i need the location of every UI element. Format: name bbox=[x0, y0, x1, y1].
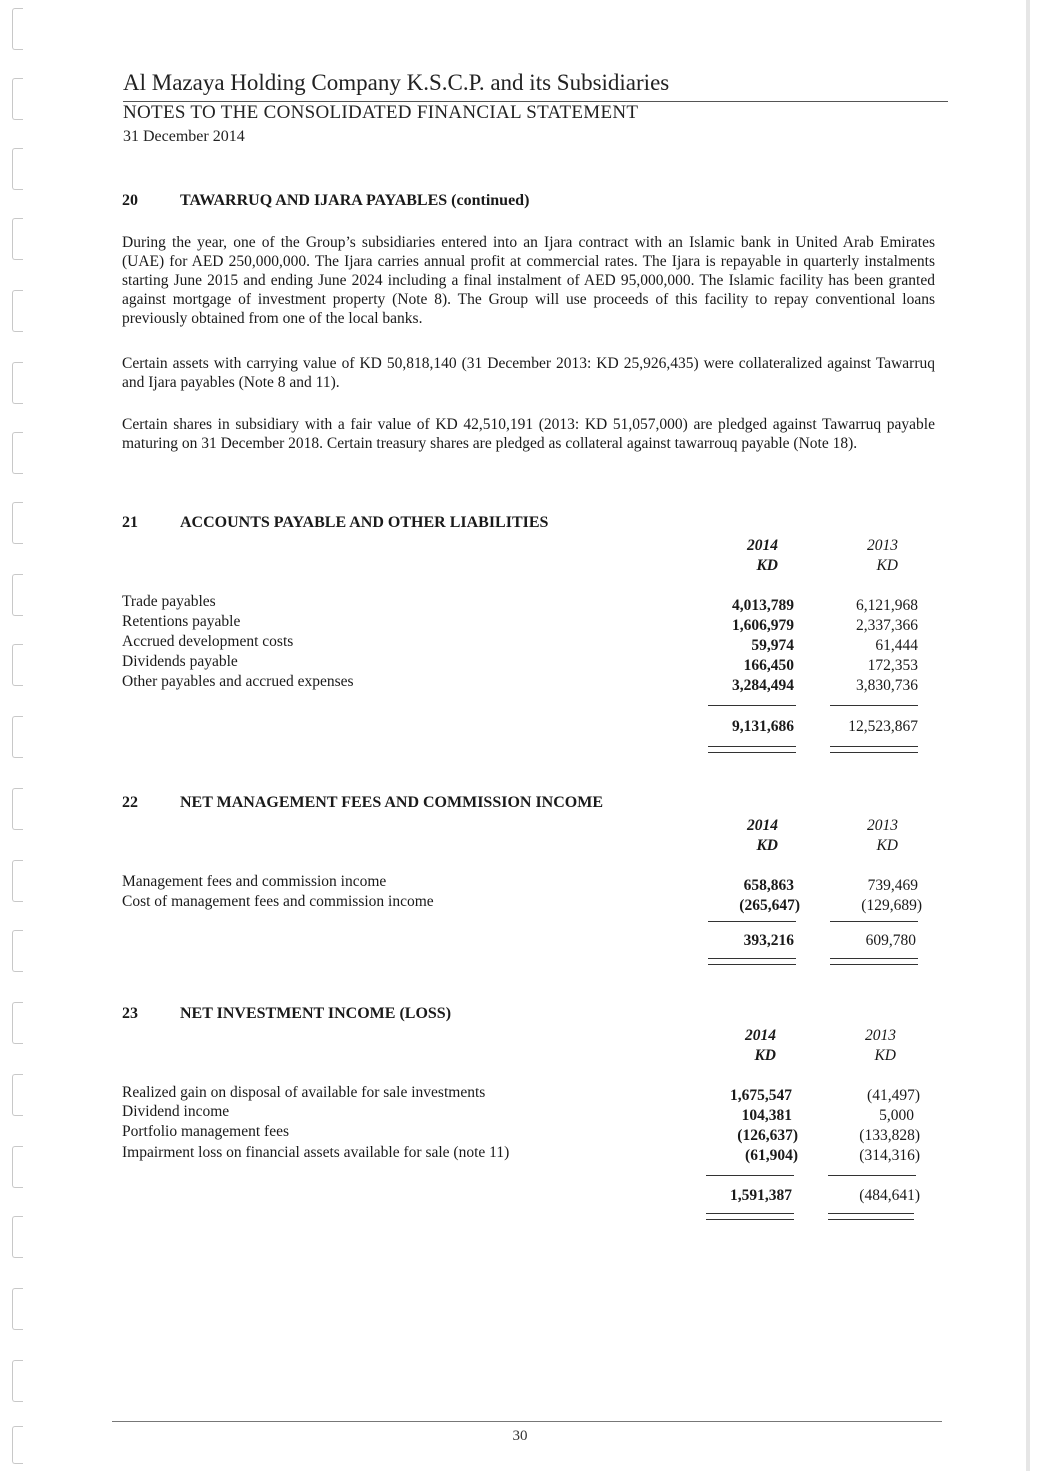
table-row-label: Portfolio management fees bbox=[122, 1123, 290, 1140]
binder-mark bbox=[12, 788, 23, 830]
value-2014: 3,284,494 bbox=[732, 677, 794, 694]
column-year: 2013 bbox=[867, 537, 898, 554]
table-row-label: Accrued development costs bbox=[122, 633, 294, 650]
value-2013: (129,689) bbox=[861, 897, 922, 914]
note-title: NET MANAGEMENT FEES AND COMMISSION INCOME bbox=[180, 794, 604, 811]
column-currency: KD bbox=[756, 837, 778, 854]
table-row-label: Dividend income bbox=[122, 1103, 230, 1120]
note-20-heading bbox=[122, 192, 529, 210]
binder-mark bbox=[12, 574, 23, 616]
total-2013: 12,523,867 bbox=[848, 718, 918, 735]
value-2014: 104,381 bbox=[741, 1107, 792, 1124]
note-20-paragraph: During the year, one of the Group’s subsidiaries entered into an Ijara contract with an Islamic bank in United Arab Emirates (UAE) for AED 250,000,000. The Ijara carries annual profit at commercial rates. The Ijara is repayable in quarterly instalments starting June 2015 and ending June 2024 including a final instalment of AED 95,000,000. The Islamic facility has been granted against mortgage of investment property (Note 8). The Group will use proceeds of this facility to repay conventional loans previously obtained from one of the local banks. bbox=[122, 234, 935, 327]
statement-date: 31 December 2014 bbox=[123, 128, 245, 145]
column-year: 2014 bbox=[747, 817, 778, 834]
column-year: 2014 bbox=[747, 537, 778, 554]
note-number: 23 bbox=[122, 1005, 138, 1022]
table-row-label: Impairment loss on financial assets available for sale (note 11) bbox=[122, 1144, 510, 1161]
column-year: 2013 bbox=[865, 1027, 896, 1044]
binder-mark bbox=[12, 1216, 23, 1258]
company-name: Al Mazaya Holding Company K.S.C.P. and its Subsidiaries bbox=[123, 70, 670, 95]
value-2013: 6,121,968 bbox=[856, 597, 918, 614]
subtotal-rule bbox=[830, 705, 918, 706]
value-2014: (61,904) bbox=[745, 1147, 798, 1164]
binder-mark bbox=[12, 290, 23, 332]
binder-mark bbox=[12, 362, 23, 404]
total-double-rule bbox=[708, 958, 796, 965]
note-22-heading bbox=[122, 794, 603, 812]
column-header-2013 bbox=[820, 816, 898, 856]
binder-mark bbox=[12, 502, 23, 544]
page-edge-shadow bbox=[1026, 0, 1030, 1471]
subtotal-rule bbox=[830, 921, 918, 922]
note-title: NET INVESTMENT INCOME (LOSS) bbox=[180, 1005, 452, 1022]
column-header-2014 bbox=[700, 536, 778, 576]
footer-rule bbox=[112, 1421, 942, 1422]
table-row-label: Trade payables bbox=[122, 593, 216, 610]
total-double-rule bbox=[828, 1213, 914, 1220]
binder-mark bbox=[12, 1146, 23, 1188]
column-header-2013 bbox=[820, 536, 898, 576]
column-year: 2013 bbox=[867, 817, 898, 834]
binder-mark bbox=[12, 860, 23, 902]
binder-mark bbox=[12, 930, 23, 972]
column-header-2014 bbox=[700, 816, 778, 856]
value-2013: 172,353 bbox=[867, 657, 918, 674]
subtotal-rule bbox=[706, 1175, 794, 1176]
value-2013: 5,000 bbox=[879, 1107, 914, 1124]
value-2013: (133,828) bbox=[859, 1127, 920, 1144]
binder-mark bbox=[12, 218, 23, 260]
note-20-paragraph: Certain assets with carrying value of KD 50,818,140 (31 December 2013: KD 25,926,435) were collateralized against Tawarruq and Ijara payables (Note 8 and 11). bbox=[122, 355, 935, 391]
value-2014: 166,450 bbox=[743, 657, 794, 674]
table-row-label: Retentions payable bbox=[122, 613, 241, 630]
table-row-label: Dividends payable bbox=[122, 653, 238, 670]
note-number: 20 bbox=[122, 192, 138, 209]
binder-mark bbox=[12, 432, 23, 474]
value-2013: 739,469 bbox=[867, 877, 918, 894]
subtotal-rule bbox=[708, 705, 796, 706]
table-row-label: Realized gain on disposal of available for sale investments bbox=[122, 1084, 486, 1101]
note-title: ACCOUNTS PAYABLE AND OTHER LIABILITIES bbox=[180, 514, 549, 531]
value-2014: 658,863 bbox=[743, 877, 794, 894]
value-2014: 1,675,547 bbox=[730, 1087, 792, 1104]
binder-mark bbox=[12, 8, 23, 50]
binder-mark bbox=[12, 1288, 23, 1330]
table-row-label: Other payables and accrued expenses bbox=[122, 673, 354, 690]
page-number: 30 bbox=[512, 1428, 528, 1444]
value-2014: 59,974 bbox=[751, 637, 794, 654]
column-year: 2014 bbox=[745, 1027, 776, 1044]
total-2013: 609,780 bbox=[865, 932, 916, 949]
value-2013: (41,497) bbox=[867, 1087, 920, 1104]
column-currency: KD bbox=[876, 837, 898, 854]
notes-title: NOTES TO THE CONSOLIDATED FINANCIAL STATEMENT bbox=[123, 102, 639, 123]
total-2014: 1,591,387 bbox=[730, 1187, 792, 1204]
total-double-rule bbox=[830, 746, 918, 753]
column-header-2014 bbox=[698, 1026, 776, 1066]
table-row-label: Management fees and commission income bbox=[122, 873, 387, 890]
value-2014: 1,606,979 bbox=[732, 617, 794, 634]
binder-mark bbox=[12, 716, 23, 758]
total-2014: 393,216 bbox=[743, 932, 794, 949]
value-2013: 61,444 bbox=[875, 637, 918, 654]
total-2014: 9,131,686 bbox=[732, 718, 794, 735]
value-2013: 3,830,736 bbox=[856, 677, 918, 694]
value-2014: 4,013,789 bbox=[732, 597, 794, 614]
total-2013: (484,641) bbox=[859, 1187, 920, 1204]
value-2014: (265,647) bbox=[739, 897, 800, 914]
value-2013: (314,316) bbox=[859, 1147, 920, 1164]
column-currency: KD bbox=[756, 557, 778, 574]
note-number: 22 bbox=[122, 794, 138, 811]
subtotal-rule bbox=[828, 1175, 916, 1176]
column-currency: KD bbox=[876, 557, 898, 574]
total-double-rule bbox=[830, 958, 918, 965]
total-double-rule bbox=[706, 1213, 794, 1220]
note-number: 21 bbox=[122, 514, 138, 531]
value-2013: 2,337,366 bbox=[856, 617, 918, 634]
column-currency: KD bbox=[754, 1047, 776, 1064]
note-20-paragraph: Certain shares in subsidiary with a fair value of KD 42,510,191 (2013: KD 51,057,000) are pledged against Tawarruq payable maturing on 31 December 2018. Certain treasury shares are pledged as collateral against tawarrouq payable (Note 18). bbox=[122, 416, 935, 452]
binder-mark bbox=[12, 1002, 23, 1044]
binder-mark bbox=[12, 1074, 23, 1116]
note-23-heading bbox=[122, 1005, 451, 1023]
note-title: TAWARRUQ AND IJARA PAYABLES (continued) bbox=[180, 192, 530, 209]
subtotal-rule bbox=[708, 921, 796, 922]
table-row-label: Cost of management fees and commission income bbox=[122, 893, 434, 910]
binder-mark bbox=[12, 644, 23, 686]
binder-mark bbox=[12, 148, 23, 190]
value-2014: (126,637) bbox=[737, 1127, 798, 1144]
total-double-rule bbox=[708, 746, 796, 753]
binder-mark bbox=[12, 1360, 23, 1402]
note-21-heading bbox=[122, 514, 548, 532]
binder-mark bbox=[12, 1426, 23, 1464]
binder-mark bbox=[12, 78, 23, 120]
column-header-2013 bbox=[818, 1026, 896, 1066]
column-currency: KD bbox=[874, 1047, 896, 1064]
